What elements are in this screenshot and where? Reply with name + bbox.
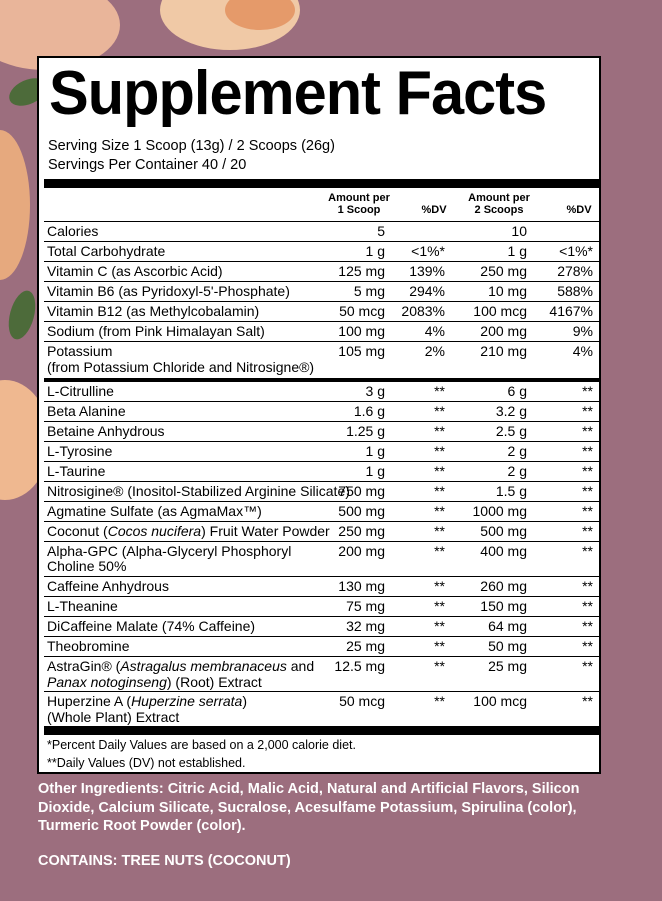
- supplement-facts-panel: Supplement Facts Serving Size 1 Scoop (13g) / 2 Scoops (26g) Servings Per Container 40 / 20 Amount per 1 Scoop %DV Amount per 2 Scoops %DV Calories 5 10 Total Carbohydrate 1 g <1%* 1 g <1%* Vitamin C (as Ascorbic Acid) 125 mg 139% 250 mg 278% Vitamin B6 (as Pyridoxyl-5'-Phosphate) 5 mg 294% 10 mg 588% Vitamin B12 (as Methylcobalamin) 50 mcg 2083% 100 mcg 4167% Sodium (from Pink Himalayan Salt) 100 mg 4% 200 mg 9% Potassium (from Potassium Chloride and Nitrosigne®) 105 mg 2% 210 mg 4% L-Citrulline 3 g ** 6 g ** Beta Alanine 1.6 g ** 3.2 g ** Betaine Anhydrous 1.25 g ** 2.5 g ** L-Tyrosine 1 g ** 2 g ** L-Taurine 1 g ** 2 g ** Nitrosigine® (Inositol-Stabilized Arginine Silicate) 750 mg ** 1.5 g ** Agmatine Sulfate (as AgmaMax™) 500 mg ** 1000 mg ** Coconut (Cocos nucifera) Fruit Water Powder 250 mg ** 500 mg ** Alpha-GPC (Alpha-Glyceryl Phosphoryl Choline 50% 200 mg ** 400 mg ** Caffeine Anhydrous 130 mg ** 260 mg ** L-Theanine 75 mg ** 150 mg ** DiCaffeine Malate (74% Caffeine) 32 mg ** 64 mg ** Theobromine 25 mg ** 50 mg ** AstraGin® (Astragalus membranaceus and Panax notoginseng) (Root) Extract 12.5 mg ** 25 mg ** Huperzine A (Huperzine serrata) (Whole Plant) Extract 50 mcg ** 100 mcg ** *Percent Daily Values are based on a 2,000 calorie diet. **Daily Values (DV) not established.: [37, 56, 601, 774]
- divider: [44, 576, 599, 577]
- thick-divider: [44, 726, 599, 735]
- header-amount-2-scoops: Amount per 2 Scoops: [468, 192, 530, 216]
- divider: [44, 241, 599, 242]
- table-row-alpha-gpc: Alpha-GPC (Alpha-Glyceryl Phosphoryl Choline 50% 200 mg ** 400 mg **: [47, 543, 593, 574]
- header-amount-1-scoop: Amount per 1 Scoop: [328, 192, 390, 216]
- header-dv-1: %DV: [421, 204, 447, 216]
- leaf-decoration: [4, 288, 40, 343]
- footnote-dv-not-established: **Daily Values (DV) not established.: [47, 756, 246, 770]
- panel-title: Supplement Facts: [49, 59, 547, 128]
- divider: [44, 481, 599, 482]
- divider: [44, 261, 599, 262]
- divider: [44, 221, 599, 222]
- footnote-percent-dv: *Percent Daily Values are based on a 2,000 calorie diet.: [47, 738, 356, 752]
- other-ingredients: Other Ingredients: Citric Acid, Malic Acid, Natural and Artificial Flavors, Silicon Dioxide, Calcium Silicate, Sucralose, Acesulfame Potassium, Spirulina (color), Turmeric Root Powder (color).: [38, 781, 580, 834]
- header-dv-2: %DV: [566, 204, 592, 216]
- peach-decoration: [0, 130, 30, 280]
- divider: [44, 341, 599, 342]
- table-row-potassium: Potassium (from Potassium Chloride and Nitrosigne®) 105 mg 2% 210 mg 4%: [47, 343, 593, 375]
- divider: [44, 541, 599, 542]
- divider: [44, 636, 599, 637]
- divider: [44, 521, 599, 522]
- divider: [44, 401, 599, 402]
- thick-divider: [44, 179, 599, 188]
- allergen-statement: CONTAINS: TREE NUTS (COCONUT): [38, 853, 291, 869]
- divider: [44, 421, 599, 422]
- divider: [44, 301, 599, 302]
- divider: [44, 656, 599, 657]
- divider: [44, 281, 599, 282]
- table-row-huperzine: Huperzine A (Huperzine serrata) (Whole Plant) Extract 50 mcg ** 100 mcg **: [47, 693, 593, 725]
- divider: [44, 321, 599, 322]
- serving-size: Serving Size 1 Scoop (13g) / 2 Scoops (26g): [48, 138, 335, 154]
- divider: [44, 441, 599, 442]
- divider: [44, 616, 599, 617]
- divider: [44, 501, 599, 502]
- medium-divider: [44, 378, 599, 382]
- divider: [44, 596, 599, 597]
- servings-per-container: Servings Per Container 40 / 20: [48, 157, 247, 173]
- table-row-astragin: AstraGin® (Astragalus membranaceus and Panax notoginseng) (Root) Extract 12.5 mg ** 25 mg **: [47, 658, 593, 690]
- divider: [44, 691, 599, 692]
- divider: [44, 461, 599, 462]
